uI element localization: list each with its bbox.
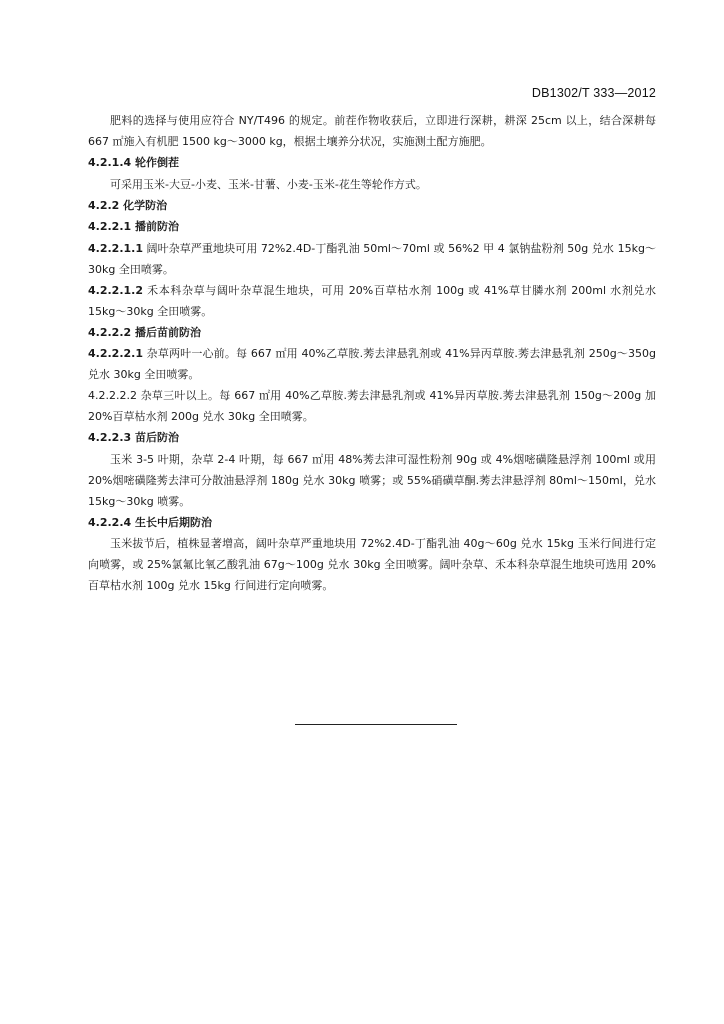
clause-number: 4.2.2.1.2 — [88, 283, 143, 297]
paragraph-fertilizer: 肥料的选择与使用应符合 NY/T496 的规定。前茬作物收获后，立即进行深耕，耕深 25cm 以上，结合深耕每 667 ㎡施入有机肥 1500 kg～3000 kg，根据土壤养分状况，实施测土配方施肥。 — [88, 114, 656, 148]
clause-number: 4.2.2.2.2 — [88, 389, 137, 402]
clause-text: 禾本科杂草与阔叶杂草混生地块，可用 20%百草枯水剂 100g 或 41%草甘膦水剂 200ml 水剂兑水 15kg～30kg 全田喷雾。 — [88, 283, 656, 318]
paragraph-late-growth: 玉米拔节后，植株显著增高，阔叶杂草严重地块用 72%2.4D-丁酯乳油 40g～60g 兑水 15kg 玉米行间进行定向喷雾，或 25%氯氟比氧乙酸乳油 67g～100g 兑水 30kg 全田喷雾。阔叶杂草、禾本科杂草混生地块可选用 20%百草枯水剂 100g 兑水 15kg 行间进行定向喷雾。 — [88, 537, 656, 592]
document-body — [88, 110, 656, 596]
clause-4-2-2-2-2 — [88, 385, 656, 427]
document-code: DB1302/T 333—2012 — [531, 86, 656, 100]
end-of-document-rule — [295, 724, 457, 725]
clause-4-2-2-1-2 — [88, 280, 656, 322]
paragraph-post-emergence: 玉米 3-5 叶期，杂草 2-4 叶期，每 667 ㎡用 48%莠去津可湿性粉剂 90g 或 4%烟嘧磺隆悬浮剂 100ml 或用 20%烟嘧磺隆莠去津可分散油悬浮剂 180g 兑水 30kg 喷雾；或 55%硝磺草酮.莠去津悬浮剂 80ml～150ml，兑水 15kg～30kg 喷雾。 — [88, 452, 656, 508]
heading-4-2-2-2: 4.2.2.2 播后苗前防治 — [88, 325, 201, 339]
heading-4-2-2-3: 4.2.2.3 苗后防治 — [88, 431, 179, 444]
heading-4-2-1-4: 4.2.1.4 轮作倒茬 — [88, 156, 179, 169]
clause-4-2-2-1-1 — [88, 238, 656, 280]
heading-4-2-2: 4.2.2 化学防治 — [88, 198, 168, 212]
clause-number: 4.2.2.1.1 — [88, 241, 143, 255]
clause-number: 4.2.2.2.1 — [88, 347, 143, 360]
clause-4-2-2-2-1 — [88, 343, 656, 385]
paragraph-crop-rotation: 可采用玉米-大豆-小麦、玉米-甘薯、小麦-玉米-花生等轮作方式。 — [110, 177, 427, 191]
heading-4-2-2-4: 4.2.2.4 生长中后期防治 — [88, 515, 212, 529]
clause-text: 杂草三叶以上。每 667 ㎡用 40%乙草胺.莠去津悬乳剂或 41%异丙草胺.莠去津悬乳剂 150g～200g 加 20%百草枯水剂 200g 兑水 30kg 全田喷雾。 — [88, 389, 656, 423]
clause-text: 阔叶杂草严重地块可用 72%2.4D-丁酯乳油 50ml～70ml 或 56%2 甲 4 氯钠盐粉剂 50g 兑水 15kg～30kg 全田喷雾。 — [88, 241, 656, 276]
clause-text: 杂草两叶一心前。每 667 ㎡用 40%乙草胺.莠去津悬乳剂或 41%异丙草胺.莠去津悬乳剂 250g～350g 兑水 30kg 全田喷雾。 — [88, 347, 656, 381]
heading-4-2-2-1: 4.2.2.1 播前防治 — [88, 220, 179, 233]
